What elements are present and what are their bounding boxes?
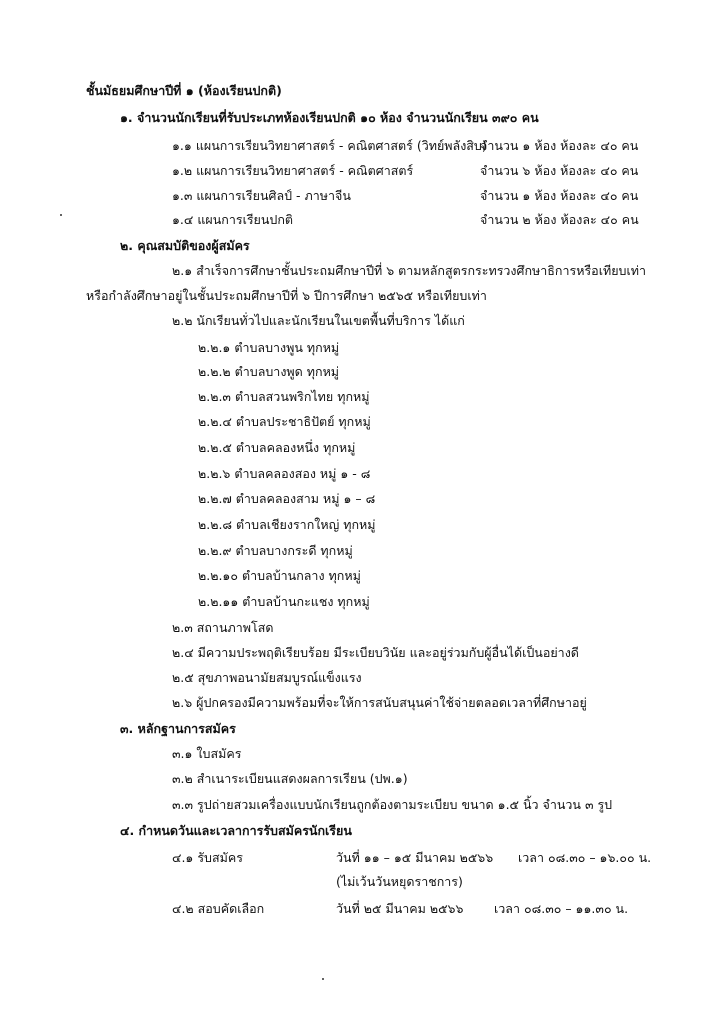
s2-paragraph: ๒.๔ มีความประพฤติเรียบร้อย มีระเบียบวินัย และอยู่ร่วมกับผู้อื่นได้เป็นอย่างดี [172,645,579,660]
s1-item-count: จำนวน ๒ ห้อง ห้องละ ๔๐ คน [480,212,639,227]
area-item: ๒.๒.๕ ตำบลคลองหนึ่ง ทุกหมู่ [198,440,356,455]
s1-item-count: จำนวน ๑ ห้อง ห้องละ ๔๐ คน [480,138,639,153]
s2-paragraph: ๒.๓ สถานภาพโสด [172,620,274,635]
s1-item-count: จำนวน ๑ ห้อง ห้องละ ๔๐ คน [480,188,639,203]
area-item: ๒.๒.๓ ตำบลสวนพริกไทย ทุกหมู่ [198,389,370,404]
scan-speck [322,978,324,980]
area-item: ๒.๒.๑ ตำบลบางพูน ทุกหมู่ [198,340,340,355]
s4-row-time: เวลา ๐๘.๓๐ – ๑๑.๓๐ น. [494,901,629,916]
s4-row-label: ๔.๒ สอบคัดเลือก [172,901,265,916]
s3-item: ๓.๑ ใบสมัคร [172,746,242,761]
s2-title: ๒. คุณสมบัติของผู้สมัคร [120,238,250,253]
s4-row-label: ๔.๑ รับสมัคร [172,850,243,865]
s1-item-label: ๑.๒ แผนการเรียนวิทยาศาสตร์ - คณิตศาสตร์ [172,163,414,178]
s2-paragraph: หรือกำลังศึกษาอยู่ในชั้นประถมศึกษาปีที่ ๖ ปีการศึกษา ๒๕๖๕ หรือเทียบเท่า [86,288,487,303]
s3-item: ๓.๓ รูปถ่ายสวมเครื่องแบบนักเรียนถูกต้องตามระเบียบ ขนาด ๑.๕ นิ้ว จำนวน ๓ รูป [172,797,613,812]
s2-paragraph: ๒.๒ นักเรียนทั่วไปและนักเรียนในเขตพื้นที่บริการ ได้แก่ [172,313,465,328]
s3-item: ๓.๒ สำเนาระเบียนแสดงผลการเรียน (ปพ.๑) [172,771,408,786]
s2-paragraph: ๒.๖ ผู้ปกครองมีความพร้อมที่จะให้การสนับสนุนค่าใช้จ่ายตลอดเวลาที่ศึกษาอยู่ [172,695,587,710]
area-item: ๒.๒.๗ ตำบลคลองสาม หมู่ ๑ – ๘ [198,491,376,506]
s1-item-label: ๑.๔ แผนการเรียนปกติ [172,212,294,227]
area-item: ๒.๒.๒ ตำบลบางพูด ทุกหมู่ [198,364,340,379]
s2-paragraph: ๒.๑ สำเร็จการศึกษาชั้นประถมศึกษาปีที่ ๖ ตามหลักสูตรกระทรวงศึกษาธิการหรือเทียบเท่า [172,263,646,278]
s3-title: ๓. หลักฐานการสมัคร [120,721,236,736]
s1-item-count: จำนวน ๖ ห้อง ห้องละ ๔๐ คน [480,163,639,178]
s1-item-label: ๑.๑ แผนการเรียนวิทยาศาสตร์ - คณิตศาสตร์ (วิทย์พลังสิบ) [172,138,487,153]
area-item: ๒.๒.๑๑ ตำบลบ้านกะแชง ทุกหมู่ [198,594,370,609]
area-item: ๒.๒.๘ ตำบลเชียงรากใหญ่ ทุกหมู่ [198,517,376,532]
s1-item-label: ๑.๓ แผนการเรียนศิลป์ - ภาษาจีน [172,188,351,203]
s2-paragraph: ๒.๕ สุขภาพอนามัยสมบูรณ์แข็งแรง [172,670,362,685]
s4-row-time: เวลา ๐๘.๓๐ – ๑๖.๐๐ น. [518,850,652,865]
s4-row-note: (ไม่เว้นวันหยุดราชการ) [336,874,463,889]
s1-title: ๑. จำนวนนักเรียนที่รับประเภทห้องเรียนปกติ ๑๐ ห้อง จำนวนนักเรียน ๓๙๐ คน [120,110,539,125]
area-item: ๒.๒.๖ ตำบลคลองสอง หมู่ ๑ - ๘ [198,466,371,481]
s4-row-date: วันที่ ๒๕ มีนาคม ๒๕๖๖ [336,901,464,916]
area-item: ๒.๒.๑๐ ตำบลบ้านกลาง ทุกหมู่ [198,568,361,583]
section-heading: ชั้นมัธยมศึกษาปีที่ ๑ (ห้องเรียนปกติ) [86,83,282,98]
s4-row-date: วันที่ ๑๑ – ๑๕ มีนาคม ๒๕๖๖ [336,850,494,865]
area-item: ๒.๒.๙ ตำบลบางกระดี ทุกหมู่ [198,543,353,558]
scan-speck [60,214,62,216]
area-item: ๒.๒.๔ ตำบลประชาธิปัตย์ ทุกหมู่ [198,414,371,429]
s4-title: ๔. กำหนดวันและเวลาการรับสมัครนักเรียน [120,823,352,838]
